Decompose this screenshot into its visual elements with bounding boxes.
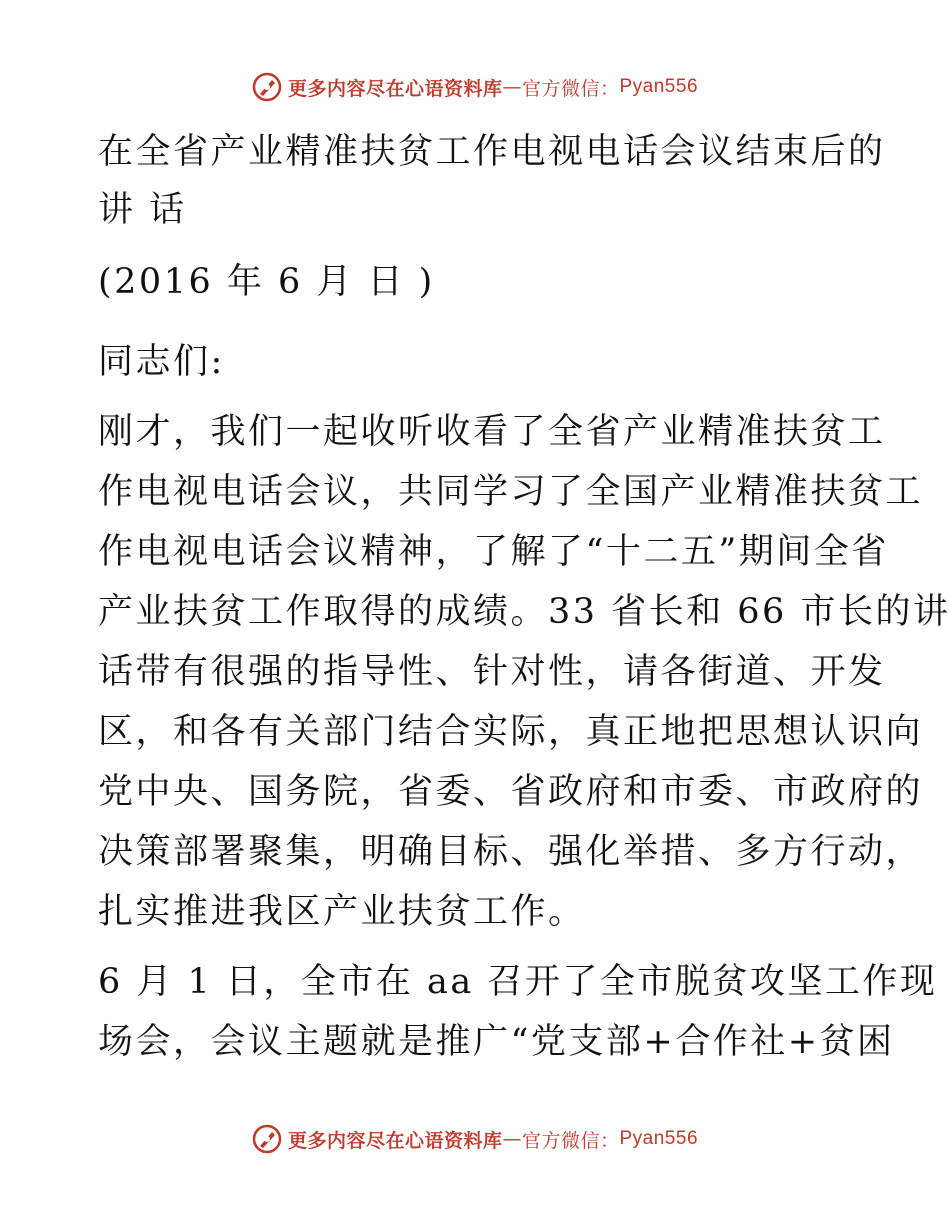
watermark-sub-text: 官方微信： <box>521 1129 620 1152</box>
paragraph-1-line: 扎实推进我区产业扶贫工作。 <box>98 892 586 932</box>
paragraph-1-line: 决策部署聚集，明确目标、强化举措、多方行动， <box>98 832 924 872</box>
doc-date: (2016 年 6 月 日 ) <box>98 262 435 302</box>
watermark-wechat-id: Pyan556 <box>619 1128 699 1149</box>
paragraph-1-line: 作电视电话会议，共同学习了全国产业精准扶贫工 <box>98 472 924 512</box>
paragraph-1-line: 区，和各有关部门结合实际，真正地把思想认识向 <box>98 712 924 752</box>
paragraph-1-line: 刚才，我们一起收听收看了全省产业精准扶贫工 <box>98 412 886 452</box>
paragraph-2-line: 6 月 1 日，全市在 aa 召开了全市脱贫攻坚工作现 <box>98 962 938 1002</box>
paragraph-2-line: 场会，会议主题就是推广“党支部+合作社+贫困 <box>98 1022 895 1062</box>
doc-title-line-1: 在全省产业精准扶贫工作电视电话会议结束后的 <box>98 132 886 172</box>
pen-badge-icon <box>252 1124 282 1154</box>
watermark-main-text: 更多内容尽在心语资料库 <box>287 1129 503 1152</box>
watermark-dash: — <box>502 76 522 98</box>
pen-badge-icon <box>252 72 282 102</box>
paragraph-1-line: 话带有很强的指导性、针对性，请各街道、开发 <box>98 652 886 692</box>
header-watermark <box>0 72 950 102</box>
paragraph-1-line: 党中央、国务院，省委、省政府和市委、市政府的 <box>98 772 924 812</box>
paragraph-1-line: 产业扶贫工作取得的成绩。33 省长和 66 市长的讲 <box>98 592 950 632</box>
doc-title-line-2: 讲 话 <box>98 190 187 230</box>
watermark-sub-text: 官方微信： <box>521 77 620 100</box>
footer-watermark <box>0 1124 950 1154</box>
watermark-dash: — <box>502 1128 522 1150</box>
doc-salutation: 同志们: <box>98 342 225 382</box>
watermark-wechat-id: Pyan556 <box>619 76 699 97</box>
watermark-main-text: 更多内容尽在心语资料库 <box>287 77 503 100</box>
paragraph-1-line: 作电视电话会议精神，了解了“十二五”期间全省 <box>98 532 889 572</box>
